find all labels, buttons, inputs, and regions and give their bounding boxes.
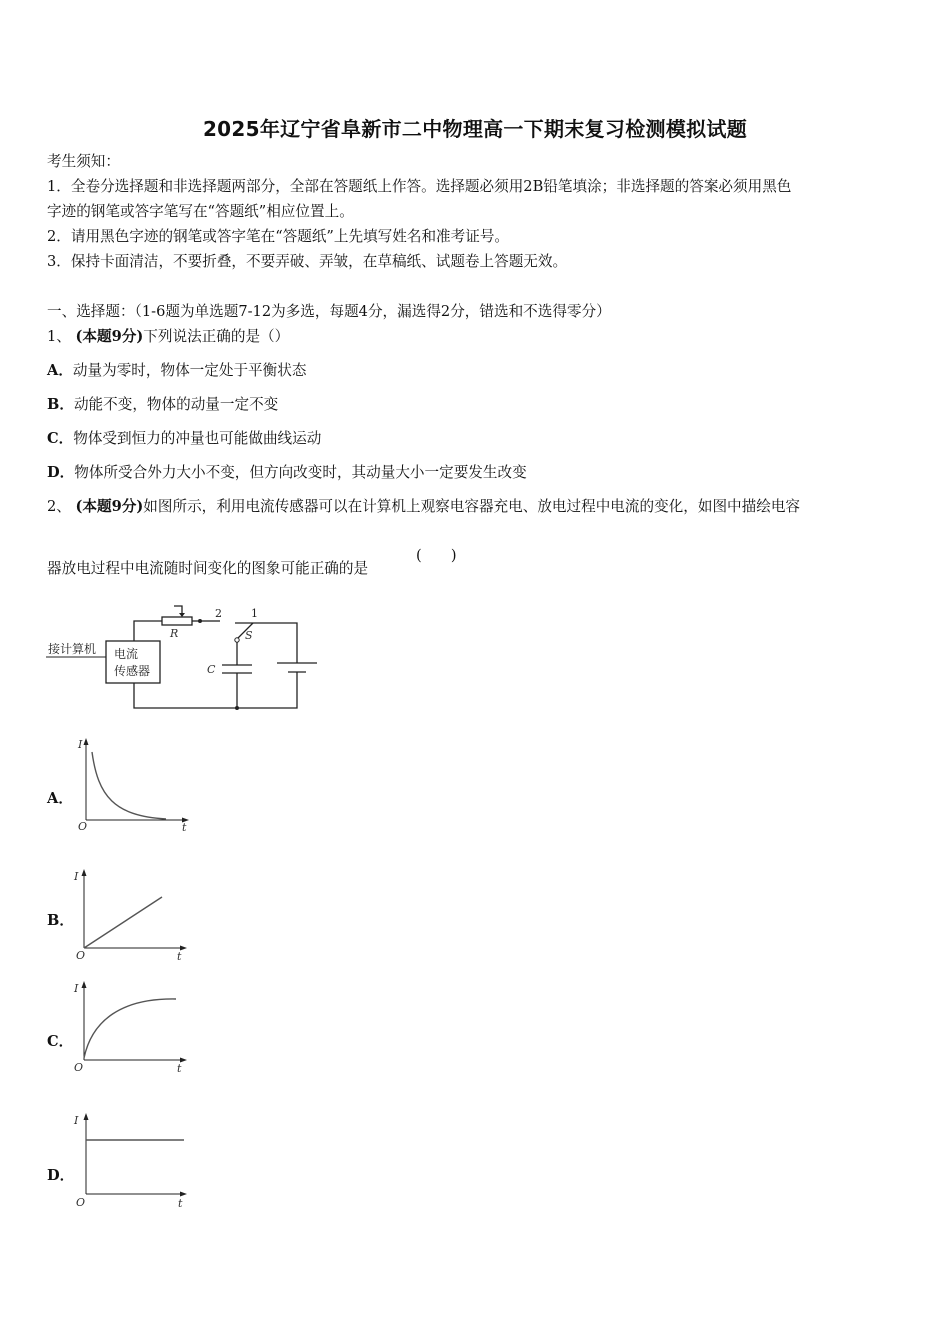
notice-item-1-line-2: 字迹的钢笔或答字笔写在“答题纸”相应位置上。 <box>47 203 354 220</box>
question-2-number: 2、 <box>47 498 71 515</box>
decay-curve <box>92 752 166 819</box>
circuit-diagram <box>44 605 324 715</box>
answer-parentheses: ( ) <box>416 547 457 564</box>
x-axis-arrow-icon <box>180 1192 187 1197</box>
bottom-junction-dot <box>235 706 239 710</box>
switch-label: S <box>245 629 253 642</box>
option-text: 物体所受合外力大小不变，但方向改变时，其动量大小一定要发生改变 <box>74 464 527 481</box>
terminal-2-label: 2 <box>215 607 222 620</box>
question-1-option-c[interactable] <box>47 429 321 449</box>
question-1-score: (本题9分) <box>75 328 144 345</box>
option-text: 物体受到恒力的冲量也可能做曲线运动 <box>73 430 322 447</box>
sensor-label-1: 电流 <box>114 647 139 661</box>
question-1-option-b[interactable] <box>47 395 278 415</box>
question-1-text: 下列说法正确的是（） <box>143 328 290 345</box>
option-letter: A． <box>47 362 73 379</box>
question-2-option-a[interactable]: A． <box>47 790 73 807</box>
origin-label: O <box>76 949 86 962</box>
x-axis-label: t <box>182 821 187 834</box>
wire-bottom <box>134 672 297 708</box>
question-1-stem <box>47 327 289 347</box>
wire-top-left <box>134 621 162 641</box>
linear-line <box>84 897 162 948</box>
option-text: 动能不变，物体的动量一定不变 <box>73 396 279 413</box>
switch-pivot <box>235 638 239 642</box>
question-1-option-a[interactable] <box>47 361 306 381</box>
question-2-stem-line-2: 器放电过程中电流随时间变化的图象可能正确的是 <box>47 560 369 577</box>
page-title: 2025年辽宁省阜新市二中物理高一下期末复习检测模拟试题 <box>202 117 748 141</box>
y-axis-label: I <box>74 982 79 995</box>
question-1-number: 1、 <box>47 328 71 345</box>
y-axis-arrow-icon <box>84 738 89 745</box>
option-letter: B． <box>47 396 74 413</box>
x-axis-label: t <box>177 1062 182 1075</box>
notice-heading: 考生须知： <box>47 153 120 170</box>
y-axis-arrow-icon <box>82 981 87 988</box>
question-2-score: (本题9分) <box>75 498 144 515</box>
y-axis-label: I <box>74 1114 79 1127</box>
option-text: 动量为零时，物体一定处于平衡状态 <box>72 362 307 379</box>
sensor-label-2: 传感器 <box>114 664 151 678</box>
question-2-stem-line-1 <box>47 497 800 517</box>
origin-label: O <box>74 1061 84 1074</box>
graph-a-exponential-decay <box>74 736 194 832</box>
y-axis-arrow-icon <box>82 869 87 876</box>
origin-label: O <box>78 820 88 833</box>
question-2-option-c[interactable]: C． <box>47 1033 74 1050</box>
y-axis-label: I <box>74 870 79 883</box>
capacitor-label: C <box>207 663 216 676</box>
notice-item-1-line-1: 1．全卷分选择题和非选择题两部分，全部在答题纸上作答。选择题必须用2B铅笔填涂；非选择题的答案必须用黑色 <box>47 178 792 195</box>
y-axis-arrow-icon <box>84 1113 89 1120</box>
notice-item-2: 2．请用黑色字迹的钢笔或答字笔在“答题纸”上先填写姓名和准考证号。 <box>47 228 510 245</box>
rise-curve <box>84 999 176 1058</box>
y-axis-label: I <box>78 738 83 751</box>
graph-c-saturating-rise <box>72 980 192 1076</box>
notice-item-3: 3．保持卡面清洁，不要折叠，不要弄破、弄皱，在草稿纸、试题卷上答题无效。 <box>47 253 568 270</box>
origin-label: O <box>76 1196 86 1209</box>
resistor-label: R <box>170 627 179 640</box>
graph-b-linear-increase <box>72 868 192 964</box>
question-2-option-d[interactable]: D． <box>47 1167 75 1184</box>
question-2-text: 如图所示，利用电流传感器可以在计算机上观察电容器充电、放电过程中电流的变化，如图中描绘电容 <box>143 498 801 515</box>
graph-d-constant <box>72 1112 192 1212</box>
option-letter: D． <box>47 464 75 481</box>
resistor-icon <box>162 617 192 625</box>
question-2-option-b[interactable]: B． <box>47 912 74 929</box>
option-letter: C． <box>47 430 74 447</box>
x-axis-label: t <box>178 1197 183 1210</box>
x-axis-label: t <box>177 950 182 963</box>
terminal-1-label: 1 <box>251 607 258 620</box>
junction-dot <box>198 619 202 623</box>
section-heading: 一、选择题：（1-6题为单选题7-12为多选，每题4分，漏选得2分，错选和不选得零分） <box>47 303 611 320</box>
question-1-option-d[interactable] <box>47 463 527 483</box>
computer-label: 接计算机 <box>48 642 97 656</box>
